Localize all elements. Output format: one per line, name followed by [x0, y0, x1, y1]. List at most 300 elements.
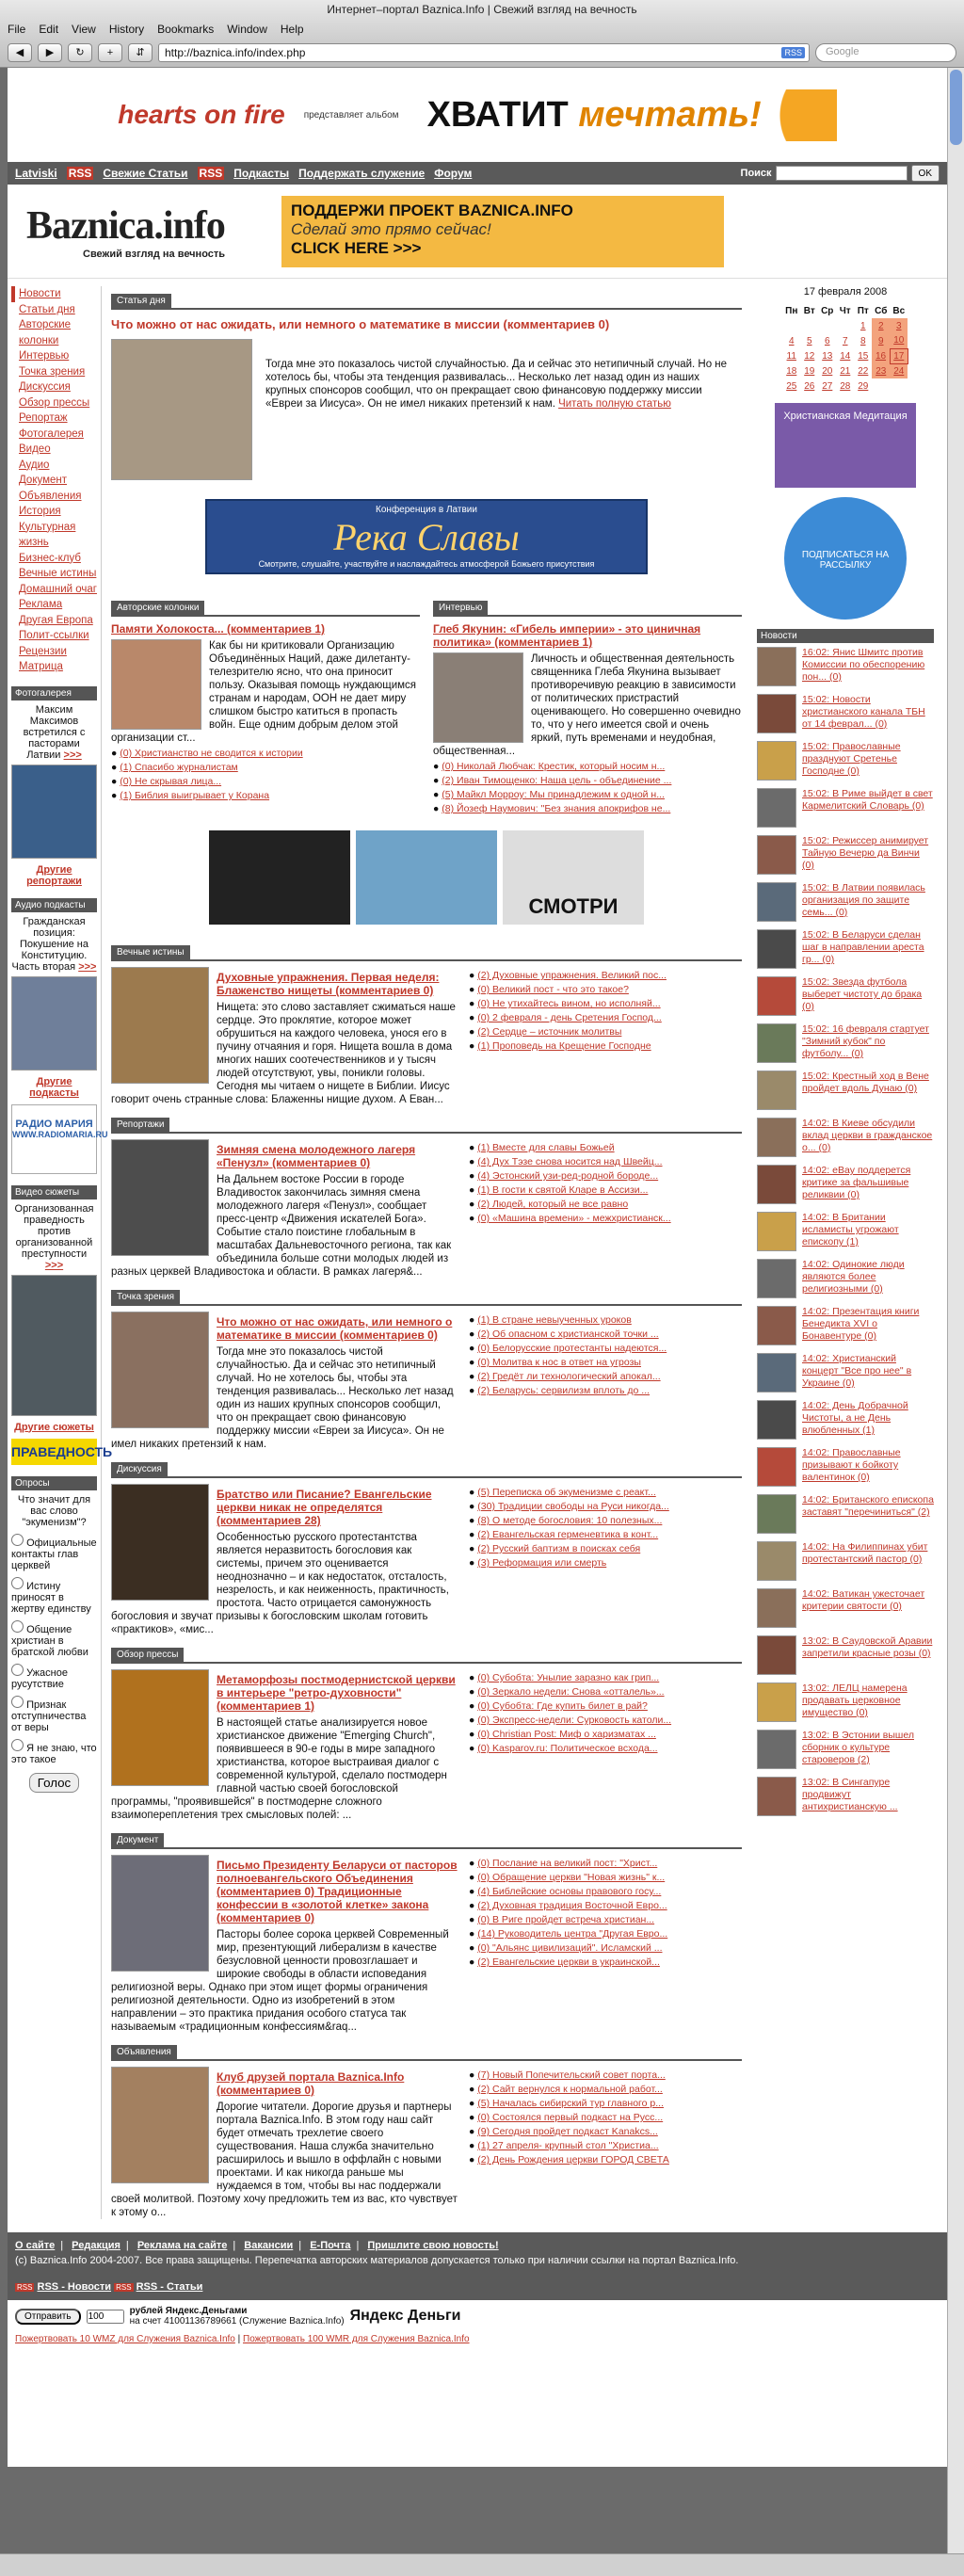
section-link[interactable]: ● (1) В гости к святой Кларе в Ассизи...	[469, 1184, 649, 1196]
news-thumb[interactable]	[757, 1541, 796, 1581]
news-item	[757, 1777, 934, 1820]
subscribe-button[interactable]: ПОДПИСАТЬСЯ НА РАССЫЛКУ	[784, 497, 907, 620]
calendar-day[interactable]	[800, 378, 818, 394]
section-image[interactable]	[111, 1484, 209, 1601]
calendar-day[interactable]	[800, 333, 818, 348]
news-link[interactable]: 15:02: В Риме выйдет в свет Кармелитский Словарь (0)	[802, 788, 933, 812]
section-link[interactable]: ● (7) Новый Попечительский совет порта...	[469, 2069, 666, 2081]
other-videos-link[interactable]: Другие сюжеты	[14, 1421, 94, 1433]
calendar-day[interactable]	[854, 318, 872, 333]
left-menu-item[interactable]: Статьи дня	[19, 303, 75, 315]
section-link[interactable]: ● (0) В Риге пройдет встреча христиан...	[469, 1914, 655, 1925]
photogallery-label: Фотогалерея	[11, 686, 97, 700]
calendar-day[interactable]	[800, 363, 818, 378]
section-image[interactable]	[111, 967, 209, 1084]
footer-about[interactable]: О сайте	[15, 2240, 56, 2251]
interview-link[interactable]: ● (0) Николай Любчак: Крестик, который носим н...	[433, 761, 666, 772]
news-thumb[interactable]	[757, 882, 796, 922]
video-label: Видео сюжеты	[11, 1185, 97, 1199]
support-line1: ПОДДЕРЖИ ПРОЕКТ BAZNICA.INFO	[291, 201, 573, 219]
section-title[interactable]: Письмо Президенту Беларуси от пасторов полноевангельского Объединения (комментариев 0) Традиционные конфессии в «золотой клетке» закона (комментариев 0)	[217, 1859, 458, 1924]
menu-view[interactable]: View	[72, 23, 96, 36]
news-link[interactable]: 14:02: Православные призывают к бойкоту валентинок (0)	[802, 1447, 901, 1483]
news-thumb[interactable]	[757, 1447, 796, 1487]
poll-option[interactable]	[11, 1620, 97, 1658]
calendar-day[interactable]	[854, 333, 872, 348]
section-link[interactable]: ● (0) Kasparov.ru: Политическое всхода...	[469, 1743, 658, 1754]
section-main	[111, 967, 459, 1106]
other-podcasts-link[interactable]: Другие подкасты	[29, 1075, 79, 1099]
photogallery-box	[11, 686, 97, 887]
video-more-link[interactable]: >>>	[44, 1259, 64, 1271]
left-menu-item[interactable]: Точка зрения	[19, 365, 86, 378]
poll-option-label: Я не знаю, что это такое	[11, 1742, 97, 1765]
left-menu-item[interactable]: Обзор прессы	[19, 396, 90, 409]
left-menu-item[interactable]: Фотогалерея	[19, 427, 84, 440]
footer	[8, 2232, 947, 2300]
footer-editorial[interactable]: Редакция	[72, 2240, 120, 2251]
calendar-day[interactable]	[836, 363, 854, 378]
news-thumb[interactable]	[757, 1165, 796, 1204]
calendar-day[interactable]	[836, 333, 854, 348]
menu-help[interactable]: Help	[280, 23, 304, 36]
section-link[interactable]: ● (2) Духовные упражнения. Великий пос...	[469, 970, 667, 981]
calendar-day[interactable]	[854, 348, 872, 363]
left-menu-item[interactable]: Домашний очаг	[19, 583, 97, 595]
news-item	[757, 788, 934, 831]
nav-latviski[interactable]: Latviski	[15, 167, 57, 180]
left-menu-item[interactable]: Культурная жизнь	[19, 521, 76, 548]
currency-text: рублей Яндекс.Деньгами	[129, 2306, 248, 2316]
section-image[interactable]	[111, 2067, 209, 2183]
calendar-day[interactable]	[818, 378, 836, 394]
calendar-day[interactable]	[872, 333, 890, 348]
news-link[interactable]: 15:02: 16 февраля стартует "Зимний кубок" по футболу... (0)	[802, 1023, 929, 1059]
section-link[interactable]: ● (2) Евангельская герменевтика в конт...	[469, 1529, 659, 1540]
menu-window[interactable]: Window	[227, 23, 267, 36]
back-button[interactable]: ◀	[8, 43, 32, 62]
calendar-day	[872, 378, 890, 394]
section-link[interactable]: ● (3) Реформация или смерть	[469, 1557, 607, 1569]
news-link[interactable]: 14:02: Презентация книги Бенедикта XVI о Бонавентуре (0)	[802, 1306, 920, 1342]
video-image[interactable]	[11, 1275, 97, 1416]
image-row-banner[interactable]	[111, 830, 742, 925]
section-link[interactable]: ● (0) Экспресс-недели: Сурковость католи...	[469, 1715, 672, 1726]
news-thumb[interactable]	[757, 694, 796, 733]
support-line2: Сделай это прямо сейчас!	[291, 219, 491, 238]
section-text: Нищета: это слово заставляет сжиматься наше сердце. Это проклятие, которое может обрушиться на каждого человека, унося его в пучину отчаяния и горя. Нищета вошла в дома многих наших соотечественников и у тысяч людей отсутствуют, увы, поникли головы. Сегодня мы читаем о нищете в Библии. Иисус говорит очень странные слова: Блаженны нищие духом. А Еван...	[111, 1002, 456, 1105]
section-link[interactable]: ● (0) Зеркало недели: Снова «отталель»...	[469, 1686, 665, 1698]
news-thumb[interactable]	[757, 976, 796, 1016]
news-link[interactable]: 15:02: Крестный ход в Вене пройдет вдоль Дунаю (0)	[802, 1071, 929, 1094]
divider	[433, 615, 742, 617]
section-link[interactable]: ● (0) Белорусские протестанты надеются...	[469, 1343, 667, 1354]
news-item	[757, 835, 934, 878]
news-link[interactable]: 13:02: В Сингапуре продвижут антихристианскую ...	[802, 1777, 898, 1812]
news-link[interactable]: 14:02: В Киеве обсудили вклад церкви в гражданское о... (0)	[802, 1118, 933, 1153]
calendar-day[interactable]	[890, 363, 908, 378]
section-link[interactable]: ● (0) 2 февраля - день Сретения Господ...	[469, 1012, 662, 1023]
news-thumb[interactable]	[757, 1400, 796, 1440]
other-reports-link[interactable]: Другие репортажи	[26, 863, 82, 887]
section-link[interactable]: ● (30) Традиции свободы на Руси никогда...	[469, 1501, 669, 1512]
interview-title[interactable]: Глеб Якунин: «Гибель империи» - это циничная политика» (комментариев 1)	[433, 622, 701, 649]
section-link[interactable]: ● (0) Субобта: Где купить билет в рай?	[469, 1700, 648, 1712]
menu-file[interactable]: File	[8, 23, 26, 36]
news-item	[757, 1682, 934, 1726]
section-image[interactable]	[111, 1855, 209, 1972]
day-link: 19	[804, 365, 815, 377]
news-link[interactable]: 14:02: Одинокие люди являются более религиозными (0)	[802, 1259, 905, 1295]
section-link[interactable]: ● (1) Проповедь на Крещение Господне	[469, 1040, 651, 1052]
rss-badge[interactable]: RSS	[781, 47, 805, 58]
site-logo[interactable]	[26, 203, 225, 260]
section-link[interactable]: ● (2) Об опасном с христианской точки ...	[469, 1328, 659, 1340]
calendar-day[interactable]	[890, 333, 908, 348]
section-link[interactable]: ● (0) Обращение церкви "Новая жизнь" к...	[469, 1872, 666, 1883]
send-button[interactable]: Отправить	[15, 2309, 81, 2325]
snapback-button[interactable]: ⇵	[128, 43, 153, 62]
section-body	[111, 967, 742, 1106]
section-link[interactable]: ● (4) Дух Тэзе снова носится над Швейц...	[469, 1156, 663, 1167]
rss-articles-link[interactable]: RSS - Статьи	[136, 2281, 203, 2293]
section-title[interactable]: Зимняя смена молодежного лагеря «Пенузл» (комментариев 0)	[217, 1143, 416, 1169]
section-link[interactable]: ● (0) Субобта: Унылие заразно как грип...	[469, 1672, 660, 1683]
poll-question: Что значит для вас слово "экуменизм"?	[17, 1493, 91, 1528]
calendar-day[interactable]	[782, 363, 800, 378]
river-of-glory-banner[interactable]	[205, 499, 648, 574]
news-link[interactable]: 15:02: Звезда футбола выберет чистоту до брака (0)	[802, 976, 923, 1012]
news-thumb[interactable]	[757, 1494, 796, 1534]
meditation-ad[interactable]: Христианская Медитация	[775, 403, 916, 488]
link-text: (1) Спасибо журналистам	[120, 762, 238, 773]
news-link[interactable]: 15:02: Православные празднуют Сретенье Господне (0)	[802, 741, 901, 777]
vote-button[interactable]: Голос	[29, 1773, 79, 1793]
news-link[interactable]: 14:02: Христианский концерт "Все про нее" в Украине (0)	[802, 1353, 912, 1389]
news-link[interactable]: 16:02: Янис Шмитс против Комиссии по обеспорению пон... (0)	[802, 647, 925, 683]
section-link[interactable]: ● (2) Духовная традиция Восточной Евро...	[469, 1900, 667, 1911]
section-link[interactable]: ● (9) Сегодня пройдет подкаст Kanakcs...	[469, 2126, 658, 2137]
poll-option[interactable]	[11, 1577, 97, 1615]
calendar-day-header: Ср	[821, 305, 834, 316]
news-item	[757, 1447, 934, 1490]
left-menu-item[interactable]: Полит-ссылки	[19, 630, 89, 641]
day-link: 2	[877, 320, 884, 331]
section-link[interactable]: ● (2) Гредёт ли технологический апокал...	[469, 1371, 661, 1382]
footer-email[interactable]: E-Почта	[310, 2240, 351, 2251]
left-menu-item[interactable]: Другая Европа	[19, 614, 93, 626]
news-thumb[interactable]	[757, 1635, 796, 1675]
day-link: 25	[786, 380, 797, 392]
section-link[interactable]: ● (0) "Альянс цивилизаций". Исламский ...	[469, 1942, 663, 1954]
calendar-day[interactable]	[782, 333, 800, 348]
news-thumb[interactable]	[757, 1306, 796, 1345]
left-menu-item[interactable]: Авторские колонки	[19, 319, 72, 346]
poll-option[interactable]	[11, 1696, 97, 1733]
section-link[interactable]: ● (4) Библейские основы правового госу...	[469, 1886, 662, 1897]
copyright: (c) Baznica.Info 2004-2007. Все права защищены. Перепечатка авторских материалов допускается только при наличии ссылки на портал Baznica.Info.	[15, 2255, 739, 2266]
news-link[interactable]: 14:02: Ватикан ужесточает критерии святости (0)	[802, 1588, 925, 1612]
left-menu-item[interactable]: Новости	[11, 286, 97, 302]
reload-button[interactable]: ↻	[68, 43, 92, 62]
news-item	[757, 1212, 934, 1255]
calendar-day[interactable]	[800, 348, 818, 363]
footer-send-news[interactable]: Пришлите свою новость!	[367, 2240, 499, 2251]
forward-button[interactable]: ▶	[38, 43, 62, 62]
section-link[interactable]: ● (0) Не утихайтесь вином, но исполняй...	[469, 998, 661, 1009]
calendar-day[interactable]	[818, 348, 836, 363]
section-link[interactable]: ● (0) Великий пост - что это такое?	[469, 984, 629, 995]
menu-history[interactable]: History	[108, 23, 145, 36]
add-bookmark-button[interactable]: +	[98, 43, 122, 62]
section-link[interactable]: ● (4) Эстонский узи-ред-родной бороде...	[469, 1170, 659, 1182]
left-menu-item[interactable]: История	[19, 506, 61, 517]
authorcol-title[interactable]: Памяти Холокоста... (комментариев 1)	[111, 622, 326, 636]
news-thumb[interactable]	[757, 1682, 796, 1722]
top-banner[interactable]	[8, 68, 947, 162]
amount-input[interactable]	[87, 2310, 124, 2324]
news-item	[757, 1588, 934, 1632]
news-thumb[interactable]	[757, 788, 796, 828]
section-link[interactable]: ● (2) Людей, который не все равно	[469, 1199, 629, 1210]
calendar-day[interactable]	[872, 318, 890, 333]
nav-podcasts[interactable]: Подкасты	[233, 167, 290, 180]
news-thumb[interactable]	[757, 1023, 796, 1063]
authorcol-link[interactable]: ● (0) Не скрывая лица...	[111, 776, 222, 787]
section-body	[111, 2067, 742, 2219]
pravednost-ad[interactable]: ПРАВЕДНОСТЬ	[11, 1439, 97, 1465]
link-text: (0) Николай Любчак: Крестик, который носим н...	[442, 761, 666, 772]
audio-image[interactable]	[11, 976, 97, 1071]
link-text: (14) Руководитель центра "Другая Евро...	[477, 1928, 668, 1940]
left-menu-item[interactable]: Дискуссия	[19, 381, 71, 393]
left-menu-item[interactable]: Вечные истины	[19, 568, 97, 579]
scroll-thumb[interactable]	[950, 70, 962, 145]
section-link[interactable]: ● (0) «Машина времени» - межхристианск...	[469, 1213, 671, 1224]
left-menu-item[interactable]: Аудио	[19, 459, 50, 471]
section-link[interactable]: ● (5) Началась сибирский тур главного р...	[469, 2098, 664, 2109]
url-field[interactable]	[158, 43, 810, 62]
day-link: 3	[895, 320, 902, 331]
divider	[111, 1662, 742, 1664]
radio-name: РАДИО МАРИЯ	[15, 1118, 93, 1130]
section-link[interactable]: ● (14) Руководитель центра "Другая Евро...	[469, 1928, 668, 1940]
calendar-day[interactable]	[836, 378, 854, 394]
news-link[interactable]: 14:02: Британского епископа заставят "перечиниться" (2)	[802, 1494, 934, 1518]
donation-area	[8, 2300, 947, 2350]
section-block	[111, 1455, 742, 1636]
section-link[interactable]: ● (0) Молитва к нос в ответ на угрозы	[469, 1357, 641, 1368]
section-label: Вечные истины	[111, 945, 190, 959]
news-thumb[interactable]	[757, 1730, 796, 1769]
news-link[interactable]: 14:02: На Филиппинах убит протестантский пастор (0)	[802, 1541, 928, 1565]
section-title[interactable]: Братство или Писание? Евангельские церкви никак не определятся (комментариев 28)	[217, 1488, 432, 1527]
section-link[interactable]: ● (0) Christian Post: Миф о харизматах ...	[469, 1729, 656, 1740]
news-link[interactable]: 13:02: В Саудовской Аравии запретили красные розы (0)	[802, 1635, 933, 1659]
news-link[interactable]: 15:02: Режиссер анимирует Тайную Вечерю да Винчи (0)	[802, 835, 929, 871]
section-link[interactable]: ● (8) О методе богословия: 10 полезных...	[469, 1515, 663, 1526]
poll-option[interactable]	[11, 1534, 97, 1571]
photogallery-image[interactable]	[11, 765, 97, 859]
section-image[interactable]	[111, 1312, 209, 1428]
wmr-link[interactable]: Пожертвовать 100 WMR для Служения Baznica.Info	[243, 2334, 470, 2344]
calendar-day[interactable]	[854, 363, 872, 378]
authorcol-image[interactable]	[111, 639, 201, 730]
calendar-date: 17 февраля 2008	[803, 286, 888, 298]
menu-bookmarks[interactable]: Bookmarks	[157, 23, 215, 36]
news-thumb[interactable]	[757, 741, 796, 781]
news-item	[757, 1730, 934, 1773]
calendar-day[interactable]	[782, 348, 800, 363]
day-link: 22	[858, 365, 869, 377]
river-t1: Конференция в Латвии	[376, 505, 477, 515]
left-menu-item[interactable]: Видео	[19, 443, 51, 455]
section-title[interactable]: Духовные упражнения. Первая неделя: Блаженство нищеты (комментариев 0)	[217, 971, 440, 997]
day-link: 24	[893, 365, 905, 377]
news-link[interactable]: 14:02: eBay поддерется критике за фальшивые реликвии (0)	[802, 1165, 911, 1200]
divider	[111, 308, 742, 310]
poll-option-label: Официальные контакты глав церквей	[11, 1537, 97, 1571]
left-menu-item[interactable]: Репортаж	[19, 412, 68, 424]
news-link[interactable]: 15:02: В Беларуси сделан шаг в направлении ареста гр... (0)	[802, 929, 924, 965]
footer-jobs[interactable]: Вакансии	[244, 2240, 294, 2251]
section-link[interactable]: ● (2) Сердце – источник молитвы	[469, 1026, 622, 1038]
calendar-day[interactable]	[818, 363, 836, 378]
featured-title[interactable]: Что можно от нас ожидать, или немного о математике в миссии (комментариев 0)	[111, 317, 610, 331]
section-link[interactable]: ● (0) Состоялся первый подкаст на Русс...	[469, 2112, 664, 2123]
left-menu-item[interactable]: Реклама	[19, 599, 63, 610]
news-thumb[interactable]	[757, 1212, 796, 1251]
authorcol-link[interactable]: ● (0) Христианство не сводится к истории	[111, 748, 303, 759]
section-title[interactable]: Метаморфозы постмодернистской церкви в интерьере "ретро-духовности" (комментариев 1)	[217, 1673, 456, 1713]
calendar-day[interactable]	[818, 333, 836, 348]
news-item	[757, 1023, 934, 1067]
nav-fresh-articles[interactable]: Свежие Статьи	[103, 167, 188, 180]
section-link[interactable]: ● (1) Вместе для славы Божьей	[469, 1142, 615, 1153]
section-links	[469, 1669, 714, 1822]
left-menu-item[interactable]: Матрица	[19, 661, 63, 672]
yandex-money-logo[interactable]: Яндекс Деньги	[349, 2308, 461, 2324]
featured-image[interactable]	[111, 339, 252, 480]
wmz-link[interactable]: Пожертвовать 10 WMZ для Служения Baznica.Info	[15, 2334, 235, 2344]
search-ok-button[interactable]: OK	[911, 165, 940, 182]
section-link[interactable]: ● (2) Русский баптизм в поисках себя	[469, 1543, 641, 1554]
vertical-scrollbar[interactable]	[947, 68, 964, 2553]
google-search-input[interactable]: Google	[815, 43, 956, 62]
news-thumb[interactable]	[757, 1259, 796, 1298]
interview-link[interactable]: ● (5) Майкл Морроу: Мы принадлежим к одной н...	[433, 789, 665, 800]
link-text: (9) Сегодня пройдет подкаст Kanakcs...	[477, 2126, 658, 2137]
calendar-day[interactable]	[890, 318, 908, 333]
left-menu-item[interactable]: Объявления	[19, 490, 82, 502]
news-thumb[interactable]	[757, 1071, 796, 1110]
news-thumb[interactable]	[757, 835, 796, 875]
calendar	[757, 286, 934, 394]
audio-box	[11, 898, 108, 1174]
link-text: (5) Майкл Морроу: Мы принадлежим к одной н...	[442, 789, 665, 800]
calendar-day[interactable]	[890, 348, 908, 363]
footer-ads[interactable]: Реклама на сайте	[137, 2240, 228, 2251]
audio-more-link[interactable]: >>>	[78, 960, 97, 973]
link-text: (30) Традиции свободы на Руси никогда...	[477, 1501, 669, 1512]
section-image[interactable]	[111, 1669, 209, 1786]
link-text: (2) Людей, который не все равно	[477, 1199, 629, 1210]
radio-maria-ad[interactable]	[11, 1104, 108, 1174]
authorcol-link[interactable]: ● (1) Спасибо журналистам	[111, 762, 238, 773]
section-link[interactable]: ● (1) В стране невыученных уроков	[469, 1314, 632, 1326]
link-text: (5) Началась сибирский тур главного р...	[477, 2098, 664, 2109]
news-thumb[interactable]	[757, 647, 796, 686]
read-full-link[interactable]: Читать полную статью	[558, 398, 671, 410]
pg-more-link[interactable]: >>>	[63, 749, 82, 761]
section-link[interactable]: ● (0) Послание на великий пост: "Христ...	[469, 1858, 658, 1869]
menu-edit[interactable]: Edit	[39, 23, 59, 36]
news-item	[757, 1635, 934, 1679]
site-search-input[interactable]	[776, 166, 908, 181]
section-link[interactable]: ● (2) День Рождения церкви ГОРОД СВЕТА	[469, 2154, 669, 2165]
calendar-day-header: Чт	[839, 305, 851, 316]
news-thumb[interactable]	[757, 929, 796, 969]
section-link[interactable]: ● (2) Сайт вернулся к нормальной работ...	[469, 2084, 663, 2095]
poll-option[interactable]	[11, 1664, 97, 1690]
left-menu-item[interactable]: Интервью	[19, 350, 70, 362]
calendar-day[interactable]	[782, 378, 800, 394]
news-thumb[interactable]	[757, 1118, 796, 1157]
news-thumb[interactable]	[757, 1588, 796, 1628]
poll-option[interactable]	[11, 1739, 97, 1765]
news-link[interactable]: 14:02: В Британии исламисты угрожают епископу (1)	[802, 1212, 899, 1248]
calendar-day[interactable]	[872, 363, 890, 378]
support-banner[interactable]	[281, 196, 724, 267]
interview-image[interactable]	[433, 652, 523, 743]
interview-link[interactable]: ● (8) Йозеф Наумович: "Без знания апокрифов не...	[433, 803, 671, 814]
section-link[interactable]: ● (2) Евангельские церкви в украинской...	[469, 1956, 660, 1968]
section-link[interactable]: ● (1) 27 апреля- крупный стол "Христиа...	[469, 2140, 659, 2151]
day-link: 6	[824, 335, 830, 346]
calendar-day-header: Пт	[857, 305, 869, 316]
left-menu-item[interactable]: Документ	[19, 475, 68, 486]
section-block	[111, 1826, 742, 2034]
news-link[interactable]: 15:02: Новости христианского канала ТБН от 14 феврал... (0)	[802, 694, 925, 730]
nav-support[interactable]: Поддержать служение	[298, 167, 426, 180]
section-title[interactable]: Клуб друзей портала Baznica.Info (комментариев 0)	[217, 2070, 405, 2097]
calendar-day[interactable]	[836, 348, 854, 363]
sep: |	[298, 2240, 302, 2251]
news-link[interactable]: 14:02: День Добрачной Чистоты, а не День влюбленных (1)	[802, 1400, 908, 1436]
news-link[interactable]: 13:02: ЛЕЛЦ намерена продавать церковное имущество (0)	[802, 1682, 908, 1718]
rss-news-link[interactable]: RSS - Новости	[37, 2281, 112, 2293]
news-link[interactable]: 13:02: В Эстонии вышел сборник о культуре староверов (2)	[802, 1730, 914, 1765]
day-link: 11	[786, 350, 796, 362]
section-title[interactable]: Что можно от нас ожидать, или немного о математике в миссии (комментариев 0)	[217, 1315, 453, 1342]
section-link[interactable]: ● (2) Беларусь: сервилизм вплоть до ...	[469, 1385, 651, 1396]
section-link[interactable]: ● (5) Переписка об экуменизме с реакт...	[469, 1487, 656, 1498]
calendar-day[interactable]	[872, 348, 890, 363]
url-text: http://baznica.info/index.php	[165, 46, 306, 59]
calendar-day[interactable]	[854, 378, 872, 394]
section-image[interactable]	[111, 1139, 209, 1256]
news-link[interactable]: 15:02: В Латвии появилась организация по защите семь... (0)	[802, 882, 925, 918]
left-menu-item[interactable]: Рецензии	[19, 645, 67, 657]
authorcol-link[interactable]: ● (1) Библия выигрывает у Корана	[111, 790, 270, 801]
news-thumb[interactable]	[757, 1777, 796, 1816]
interview-link[interactable]: ● (2) Иван Тимощенко: Наша цель - объединение ...	[433, 775, 672, 786]
section-label: Обзор прессы	[111, 1648, 184, 1662]
nav-forum[interactable]: Форум	[434, 167, 473, 180]
news-thumb[interactable]	[757, 1353, 796, 1393]
river-t3: Смотрите, слушайте, участвуйте и наслаждайтесь атмосферой Божьего присутствия	[258, 559, 595, 569]
left-menu-item[interactable]: Бизнес-клуб	[19, 552, 81, 564]
